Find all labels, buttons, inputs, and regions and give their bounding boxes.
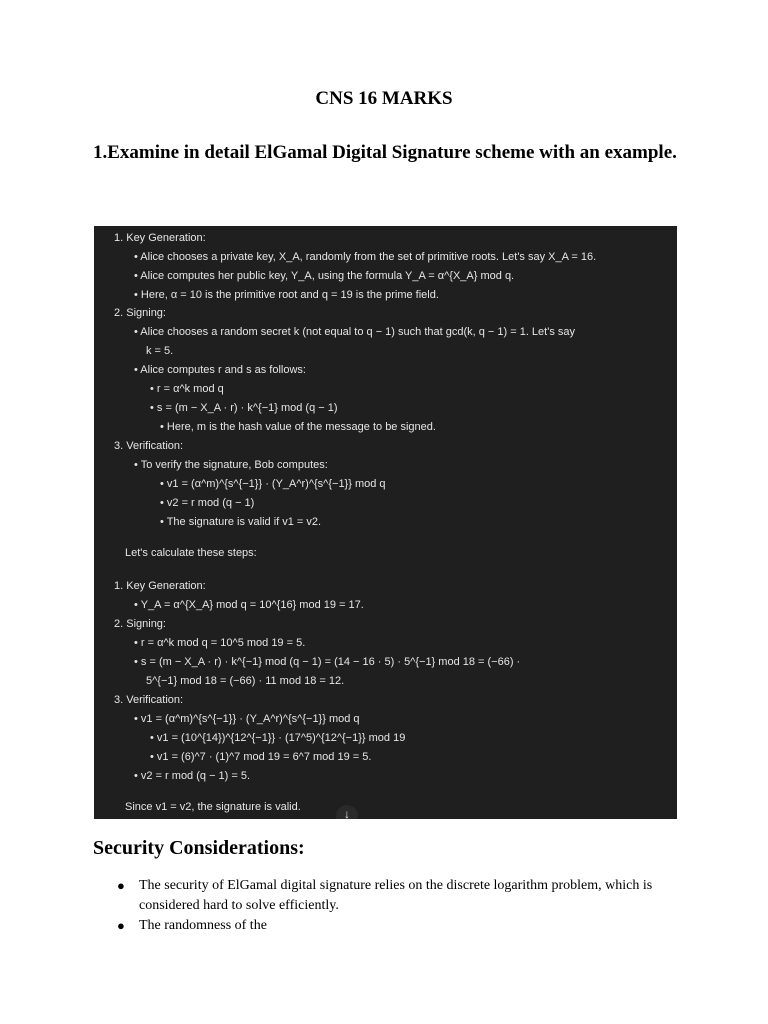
- screenshot-line: • Here, α = 10 is the primitive root and q = 19 is the prime field.: [134, 289, 439, 301]
- bullet-icon: ●: [117, 918, 125, 933]
- screenshot-line: • r = α^k mod q: [150, 383, 224, 395]
- screenshot-line: Since v1 = v2, the signature is valid.: [125, 801, 301, 813]
- screenshot-line: 1. Key Generation:: [114, 580, 206, 592]
- list-item: [117, 916, 657, 936]
- screenshot-line: Let's calculate these steps:: [125, 547, 257, 559]
- screenshot-line: • v1 = (6)^7 · (1)^7 mod 19 = 6^7 mod 19 = 5.: [150, 751, 372, 763]
- screenshot-line: • Alice chooses a private key, X_A, randomly from the set of primitive roots. Let's say X_A = 16.: [134, 251, 597, 263]
- screenshot-line: • s = (m − X_A · r) · k^{−1} mod (q − 1): [150, 402, 338, 414]
- screenshot-line: • Alice computes her public key, Y_A, using the formula Y_A = α^{X_A} mod q.: [134, 270, 515, 282]
- list-item: [117, 876, 657, 916]
- question-heading: 1.Examine in detail ElGamal Digital Signature scheme with an example.: [93, 142, 677, 163]
- screenshot-line: • v1 = (α^m)^{s^{−1}} · (Y_A^r)^{s^{−1}} mod q: [134, 713, 360, 725]
- section-title: Security Considerations:: [93, 837, 305, 859]
- list-item-text: The security of ElGamal digital signature relies on the discrete logarithm problem, which is considered hard to solve efficiently.: [139, 878, 653, 913]
- screenshot-line: • Here, m is the hash value of the message to be signed.: [160, 421, 436, 433]
- screenshot-line: • v2 = r mod (q − 1) = 5.: [134, 770, 251, 782]
- screenshot-line: • r = α^k mod q = 10^5 mod 19 = 5.: [134, 637, 306, 649]
- bullet-icon: ●: [117, 878, 125, 893]
- screenshot-line: 2. Signing:: [114, 307, 166, 319]
- screenshot-line: • The signature is valid if v1 = v2.: [160, 516, 322, 528]
- screenshot-line: • Alice chooses a random secret k (not equal to q − 1) such that gcd(k, q − 1) = 1. Let's say: [134, 326, 575, 338]
- page-title: CNS 16 MARKS: [315, 88, 453, 109]
- screenshot-line: 3. Verification:: [114, 440, 184, 452]
- list-item-text: The randomness of the: [139, 918, 267, 933]
- screenshot-line: • v1 = (10^{14})^{12^{−1}} · (17^5)^{12^{−1}} mod 19: [150, 732, 406, 744]
- screenshot-line: • v1 = (α^m)^{s^{−1}} · (Y_A^r)^{s^{−1}} mod q: [160, 478, 386, 490]
- screenshot-line: 2. Signing:: [114, 618, 166, 630]
- screenshot-line: 5^{−1} mod 18 = (−66) · 11 mod 18 = 12.: [146, 675, 345, 687]
- screenshot-line: 1. Key Generation:: [114, 232, 206, 244]
- screenshot-line: • To verify the signature, Bob computes:: [134, 459, 328, 471]
- embedded-screenshot: [94, 226, 677, 819]
- screenshot-line: • Alice computes r and s as follows:: [134, 364, 306, 376]
- screenshot-line: • Y_A = α^{X_A} mod q = 10^{16} mod 19 = 17.: [134, 599, 364, 611]
- screenshot-line: 3. Verification:: [114, 694, 184, 706]
- screenshot-line: k = 5.: [146, 345, 174, 357]
- screenshot-line: • v2 = r mod (q − 1): [160, 497, 255, 509]
- security-bullet-list: [117, 876, 657, 936]
- scroll-down-icon[interactable]: ↓: [336, 805, 358, 819]
- screenshot-line: • s = (m − X_A · r) · k^{−1} mod (q − 1) = (14 − 16 · 5) · 5^{−1} mod 18 = (−66) ·: [134, 656, 521, 668]
